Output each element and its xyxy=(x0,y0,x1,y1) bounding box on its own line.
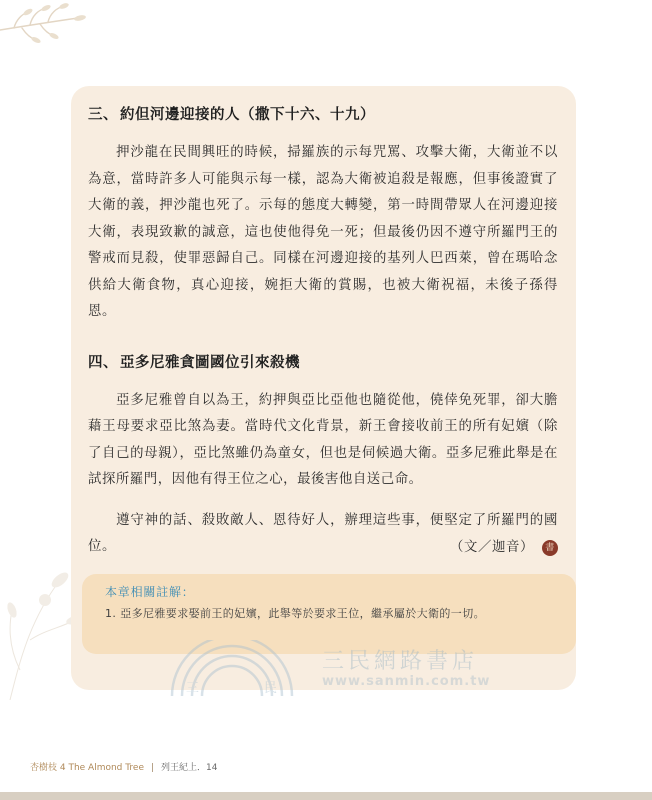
article-body xyxy=(88,94,558,561)
watermark-logo-char: 民 xyxy=(264,681,278,696)
watermark-url: www.sanmin.com.tw xyxy=(322,674,491,689)
watermark-title: 三民網路書店 xyxy=(322,649,479,674)
watermark-logo-char: 三 xyxy=(186,681,200,696)
author-credit-line xyxy=(88,535,558,561)
section-three xyxy=(88,104,558,326)
notes-title: 本章相關註解： xyxy=(105,585,195,599)
section-number: 四、 xyxy=(88,354,118,371)
note-item: 1. 亞多尼雅要求娶前王的妃嬪，此舉等於要求王位，繼承屬於大衛的一切。 xyxy=(105,607,485,620)
chapter-notes-box xyxy=(82,574,576,654)
footer-book-title: 杏樹枝 4 The Almond Tree xyxy=(30,763,145,773)
section-four-paragraph: 亞多尼雅曾自以為王，約押與亞比亞他也隨從他，僥倖免死罪，卻大膽藉王母要求亞比煞為妻。當時代文化背景，新王會接收前王的所有妃嬪（除了自己的母親），亞比煞雖仍為童女，但也是伺候過大衛。亞多尼雅此舉是在試探所羅門，因他有得王位之心，最後害他自送己命。 xyxy=(88,392,558,487)
section-three-paragraph: 押沙龍在民間興旺的時候，掃羅族的示每咒罵、攻擊大衛，大衛並不以為意，當時許多人可能與示每一樣，認為大衛被追殺是報應，但事後證實了大衛的義，押沙龍也死了。示每的態度大轉變，第一時間帶眾人在河邊迎接大衛，表現致歉的誠意，這也使他得免一死；但最後仍因不遵守所羅門王的警戒而見殺，使罪惡歸自己。同樣在河邊迎接的基列人巴西萊，曾在瑪哈念供給大衛食物，真心迎接，婉拒大衛的賞賜，也被大衛祝福，未後子孫得恩。 xyxy=(88,145,558,319)
closing-paragraph: 遵守神的話、殺敗敵人、恩待好人，辦理這些事，便堅定了所羅門的國位。 xyxy=(88,512,558,554)
section-four-heading xyxy=(88,352,558,374)
footer-bar xyxy=(0,792,652,800)
author-credit: （文／迦音） xyxy=(450,539,534,555)
page-footer xyxy=(30,760,217,773)
section-three-heading xyxy=(88,104,558,126)
end-mark-icon: 書 xyxy=(542,540,558,556)
section-four xyxy=(88,352,558,561)
content-panel xyxy=(71,86,576,690)
footer-chapter-page: 列王紀上．14 xyxy=(161,763,218,773)
section-title: 約但河邊迎接的人 xyxy=(120,107,240,123)
section-title: 亞多尼雅貪圖國位引來殺機 xyxy=(120,354,300,371)
section-number: 三、 xyxy=(88,107,118,123)
decorative-branch-icon xyxy=(0,0,120,60)
scripture-reference: （撒下十六、十九） xyxy=(240,107,375,123)
footer-divider xyxy=(152,763,153,772)
